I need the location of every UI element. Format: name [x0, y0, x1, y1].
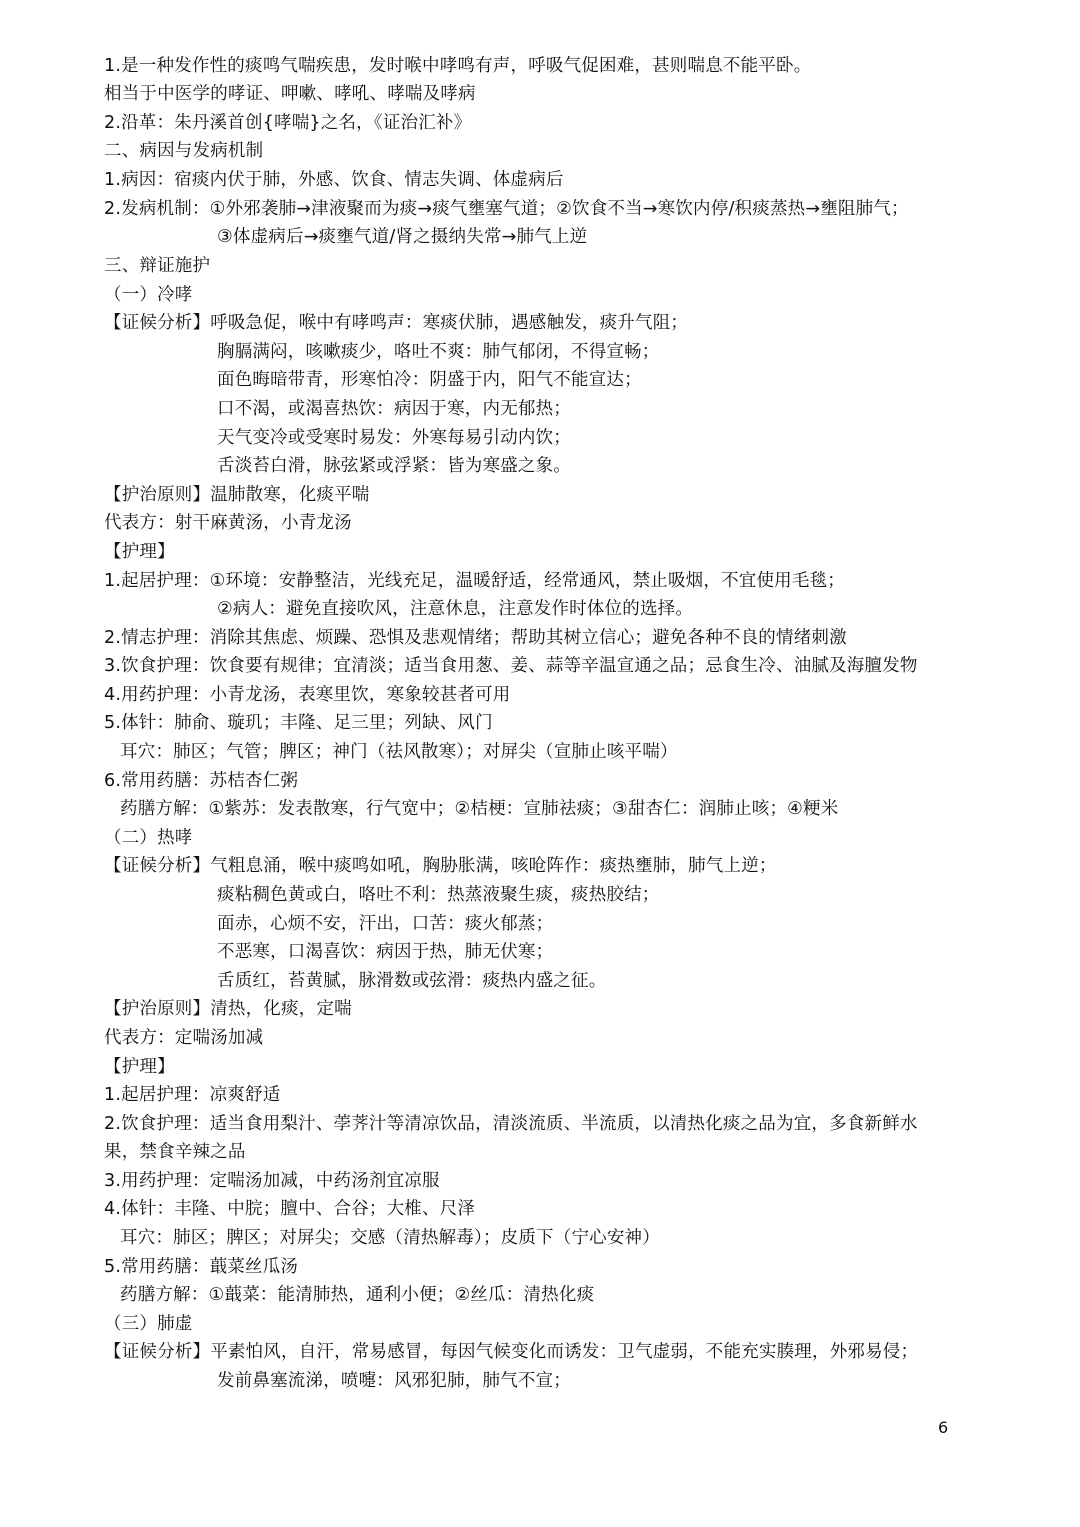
- subsection-heading: （二）热哮: [104, 828, 193, 848]
- text-line: 1.起居护理：①环境：安静整洁，光线充足，温暖舒适，经常通风，禁止吸烟，不宜使用毛毯；: [104, 571, 845, 591]
- text-line: 药膳方解：①紫苏：发表散寒，行气宽中；②桔梗：宣肺祛痰；③甜杏仁：润肺止咳；④粳米: [120, 799, 839, 819]
- text-line: 5.体针：肺俞、璇玑；丰隆、足三里；列缺、风门: [104, 713, 493, 733]
- text-line: 2.情志护理：消除其焦虑、烦躁、恐惧及悲观情绪；帮助其树立信心；避免各种不良的情绪刺激: [104, 628, 847, 648]
- text-line: 2.饮食护理：适当食用梨汁、荸荠汁等清凉饮品，清淡流质、半流质，以清热化痰之品为宜，多食新鲜水: [104, 1114, 918, 1134]
- text-line: 胸膈满闷，咳嗽痰少，咯吐不爽：肺气郁闭，不得宣畅；: [217, 342, 660, 362]
- text-line: 5.常用药膳：蕺菜丝瓜汤: [104, 1257, 299, 1277]
- text-line: 面赤，心烦不安，汗出，口苦：痰火郁蒸；: [217, 914, 554, 934]
- text-line: 2.发病机制：①外邪袭肺→津液聚而为痰→痰气壅塞气道；②饮食不当→寒饮内停/积痰蒸热→壅阻肺气；: [104, 199, 909, 219]
- text-line: 不恶寒，口渴喜饮：病因于热，肺无伏寒；: [217, 942, 554, 962]
- text-line: 【证候分析】气粗息涌，喉中痰鸣如吼，胸胁胀满，咳呛阵作：痰热壅肺，肺气上逆；: [104, 856, 777, 876]
- text-line: 【证候分析】呼吸急促，喉中有哮鸣声：寒痰伏肺，遇感触发，痰升气阻；: [104, 313, 689, 333]
- text-line: 面色晦暗带青，形寒怕冷：阴盛于内，阳气不能宣达；: [217, 370, 642, 390]
- text-line: 果，禁食辛辣之品: [104, 1142, 246, 1162]
- text-line: 药膳方解：①蕺菜：能清肺热，通利小便；②丝瓜：清热化痰: [120, 1285, 595, 1305]
- text-line: ②病人：避免直接吹风，注意休息，注意发作时体位的选择。: [217, 599, 694, 619]
- section-heading: 三、辩证施护: [104, 256, 211, 276]
- text-line: 舌淡苔白滑，脉弦紧或浮紧：皆为寒盛之象。: [217, 456, 571, 476]
- text-line: 【护理】: [104, 1057, 175, 1077]
- text-line: 痰粘稠色黄或白，咯吐不利：热蒸液聚生痰，痰热胶结；: [217, 885, 660, 905]
- text-line: ③体虚病后→痰壅气道/肾之摄纳失常→肺气上逆: [217, 227, 588, 247]
- text-line: 【护理】: [104, 542, 175, 562]
- text-line: 4.用药护理：小青龙汤，表寒里饮，寒象较甚者可用: [104, 685, 511, 705]
- subsection-heading: （三）肺虚: [104, 1314, 193, 1334]
- text-line: 1.是一种发作性的痰鸣气喘疾患，发时喉中哮鸣有声，呼吸气促困难，甚则喘息不能平卧。: [104, 56, 812, 76]
- text-line: 【证候分析】平素怕风，自汗，常易感冒，每因气候变化而诱发：卫气虚弱，不能充实腠理，外邪易侵；: [104, 1342, 919, 1362]
- text-line: 代表方：射干麻黄汤，小青龙汤: [104, 513, 352, 533]
- text-line: 耳穴：肺区；脾区；对屏尖；交感（清热解毒）；皮质下（宁心安神）: [120, 1228, 660, 1248]
- text-line: 1.起居护理：凉爽舒适: [104, 1085, 281, 1105]
- text-line: 舌质红，苔黄腻，脉滑数或弦滑：痰热内盛之征。: [217, 971, 607, 991]
- text-line: 【护治原则】清热，化痰，定喘: [104, 999, 352, 1019]
- text-line: 2.沿革：朱丹溪首创{哮喘}之名，《证治汇补》: [104, 113, 472, 133]
- text-line: 代表方：定喘汤加减: [104, 1028, 264, 1048]
- text-line: 【护治原则】温肺散寒，化痰平喘: [104, 485, 370, 505]
- text-line: 3.用药护理：定喘汤加减，中药汤剂宜凉服: [104, 1171, 440, 1191]
- page-number: 6: [938, 1418, 949, 1437]
- text-line: 3.饮食护理：饮食要有规律；宜清淡；适当食用葱、姜、蒜等辛温宣通之品；忌食生冷、油腻及海膻发物: [104, 656, 918, 676]
- text-line: 相当于中医学的哮证、呷嗽、哮吼、哮喘及哮病: [104, 84, 476, 104]
- text-line: 4.体针：丰隆、中脘；膻中、合谷；大椎、尺泽: [104, 1199, 476, 1219]
- section-heading: 二、病因与发病机制: [104, 141, 264, 161]
- subsection-heading: （一）冷哮: [104, 285, 193, 305]
- text-line: 6.常用药膳：苏桔杏仁粥: [104, 771, 299, 791]
- text-line: 1.病因：宿痰内伏于肺，外感、饮食、情志失调、体虚病后: [104, 170, 564, 190]
- text-line: 天气变冷或受寒时易发：外寒每易引动内饮；: [217, 428, 571, 448]
- text-line: 耳穴：肺区；气管；脾区；神门（祛风散寒）；对屏尖（宣肺止咳平喘）: [120, 742, 678, 762]
- text-line: 口不渴，或渴喜热饮：病因于寒，内无郁热；: [217, 399, 571, 419]
- text-line: 发前鼻塞流涕，喷嚏：风邪犯肺，肺气不宣；: [217, 1371, 571, 1391]
